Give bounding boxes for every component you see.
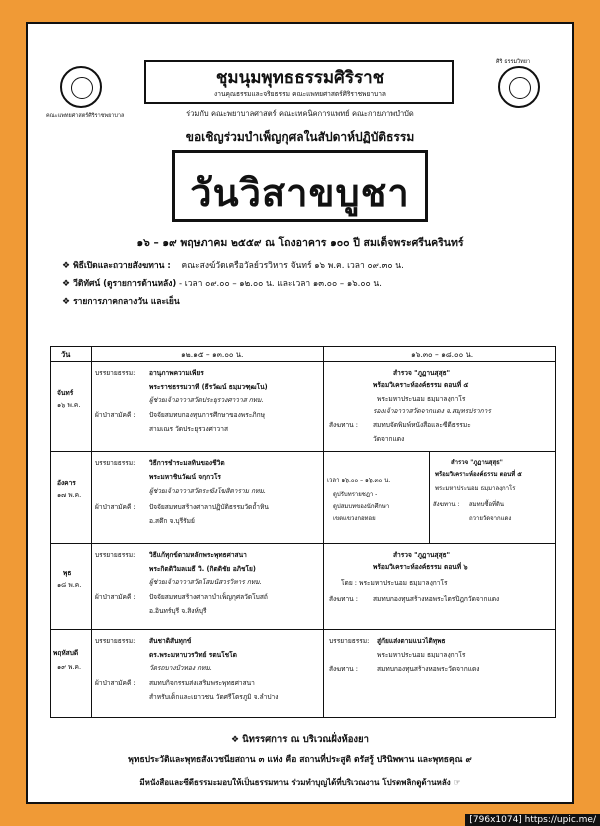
day-2-name: อังคาร — [57, 479, 76, 487]
header-title: ชุมนุมพุทธธรรมศิริราช — [215, 68, 385, 88]
item-2: ❖ วีดิทัศน์ (ดูรายการด้านหลัง) - เวลา ๐๙.๐๐ – ๑๒.๐๐ น. และเวลา ๑๓.๐๐ – ๑๖.๐๐ น. — [62, 279, 382, 289]
col-day: วัน — [61, 350, 71, 359]
day-1-name: จันทร์ — [57, 389, 74, 397]
header-line3: ร่วมกับ คณะพยาบาลศาสตร์ คณะเทคนิคการแพทย์ คณะกายภาพบำบัด — [186, 109, 414, 118]
schedule-table: วัน ๑๒.๑๕ – ๑๓.๐๐ น. ๑๖.๓๐ – ๑๘.๐๐ น. จันทร์ ๑๖ พ.ค. บรรยายธรรม: อานุภาพความเพียร พระราชธรรมวาที (ธีรวัฒน์ ธมฺมวฑฺฒโน) ผู้ช่วยเจ้าอาวาสวัดประยุรวงศาวาส กทม. ผ้าป่าสามัคคี : ปัจจัยสมทบกองทุนการศึกษาของพระภิกษุ สามเณร วัดประยุรวงศาวาส สำรวจ "ภูฏานสุสุธ" พร้อมวิเคราะห์องค์ธรรม ตอนที่ ๕ พระมหาประนอม ธมฺมาลงฺกาโร รองเจ้าอาวาสวัดจากแดง จ.สมุทรปราการ สังฆทาน : สมทบจัดพิมพ์หนังสือและซีดีธรรมะ วัดจากแดง อังคาร ๑๗ พ.ค. บรรยายธรรม: วิธีการชำระมลทินของชีวิต พระมหาชินวัฒน์ จกฺกวโร ผู้ช่วยเจ้าอาวาสวัดระฆังโฆสิตาราม กทม. ผ้าป่าสามัคคี : ปัจจัยสมทบสร้างศาลาปฏิบัติธรรมวัดถ้ำหิน อ.สตึก จ.บุรีรัมย์ เวลา ๑๖.๐๐ – ๑๖.๓๐ น. ดูปรับทรายชฎา - ดูปสมบทของนักศึกษา เขตแขวงกอทอย สำรวจ "ภูฏานสุสุธ" พร้อมวิเคราะห์องค์ธรรม ตอนที่ ๕ พระมหาประนอม ธมฺมาลงฺกาโร สังฆทาน : สมทบซื้อที่ดิน ถวายวัดจากแดง พุธ ๑๘ พ.ค. บรรยายธรรม: วิธีแก้ทุกข์ตามหลักพระพุทธศาสนา พระกิตติวิมลเมธี วิ. (กิตติชัย อภิชโย) ผู้ช่วยเจ้าอาวาสวัดโสมนัสวรวิหาร กทม. ผ้าป่าสามัคคี : ปัจจัยสมทบสร้างศาลาบำเพ็ญกุศลวัดโบสถ์ อ.อินทร์บุรี จ.สิงห์บุรี สำรวจ "ภูฏานสุสุธ" พร้อมวิเคราะห์องค์ธรรม ตอนที่ ๖ โดย : พระมหาประนอม ธมฺมาลงฺกาโร สังฆทาน : สมทบกองทุนสร้างหอพระไตรปิฎกวัดจากแดง พฤหัสบดี ๑๙ พ.ค. บรรยายธรรม: สันชาติสันทุกข์ ดร.พระมหาบวรวิทย์ รตนโชโต วัดรถบางบัวทอง กทม. ผ้าป่าสามัคคี : สมทบกิจกรรมส่งเสริมพระพุทธศาสนา สำหรับเด็กและเยาวชน วัดศรีโตรภูมิ จ.ลำปาง บรรยายธรรม: สู่กัยแส่งตามแนวไติทุพธ พระมหาประนอม ธมฺมาลงฺกาโร สังฆทาน : สมทบกองทุนสร้างหอพระวัดจากแดง — [50, 346, 556, 718]
pointing-icon: ☞ — [453, 778, 461, 787]
watermark-strip: [796x1074] https://upic.me/ — [465, 814, 600, 826]
poster — [26, 22, 574, 804]
diamond-icon: ❖ — [231, 735, 240, 745]
item-1: ❖ พิธีเปิดและถวายสังฆทาน : คณะสงฆ์วัดเครือวัลย์วรวิหาร จันทร์ ๑๖ พ.ค. เวลา ๐๙.๓๐ น. — [62, 261, 404, 271]
invite-text: ขอเชิญร่วมบำเพ็ญกุศลในสัปดาห์ปฏิบัติธรรม — [185, 130, 415, 144]
day-2-date: ๑๗ พ.ค. — [57, 491, 82, 499]
col-eve: ๑๖.๓๐ – ๑๘.๐๐ น. — [411, 350, 474, 359]
right-logo-caption: ศิริ ธรรมวิทยา — [496, 59, 531, 65]
day-3-name: พุธ — [63, 569, 72, 577]
footer-line-2: มีหนังสือและซีดีธรรมะมอบให้เป็นธรรมทาน ร่วมทำบุญได้ที่บริเวณงาน โปรดพลิกดูด้านหลัง ☞ — [139, 778, 461, 787]
left-logo-caption: คณะแพทยศาสตร์ศิริราชพยาบาล — [46, 113, 125, 119]
item-3: ❖ รายการภาคกลางวัน และเย็น — [62, 297, 180, 307]
footer-line-1: พุทธประวัติและพุทธสังเวชนียสถาน ๓ แห่ง คือ สถานที่ประสูติ ตรัสรู้ ปรินิพพาน และพุทธคุณ ๙ — [128, 755, 472, 765]
header-line2: งานคุณธรรมและจริยธรรม คณะแพทยศาสตร์ศิริราชพยาบาล — [214, 90, 386, 98]
event-title: วันวิสาขบูชา — [190, 171, 410, 215]
day-1-date: ๑๖ พ.ค. — [57, 401, 81, 409]
col-noon: ๑๒.๑๕ – ๑๓.๐๐ น. — [181, 350, 244, 359]
diamond-icon: ❖ — [62, 297, 71, 307]
day-3-date: ๑๘ พ.ค. — [57, 581, 82, 589]
diamond-icon: ❖ — [62, 261, 71, 271]
diamond-icon: ❖ — [62, 279, 71, 289]
day-4-name: พฤหัสบดี — [53, 649, 79, 657]
exhibit-text: ❖ นิทรรศการ ณ บริเวณฝั่งห้องยา — [231, 734, 369, 745]
day-4-date: ๑๙ พ.ค. — [57, 663, 82, 671]
date-line: ๑๖ – ๑๙ พฤษภาคม ๒๕๕๙ ณ โถงอาคาร ๑๐๐ ปี สมเด็จพระศรีนครินทร์ — [136, 237, 464, 249]
